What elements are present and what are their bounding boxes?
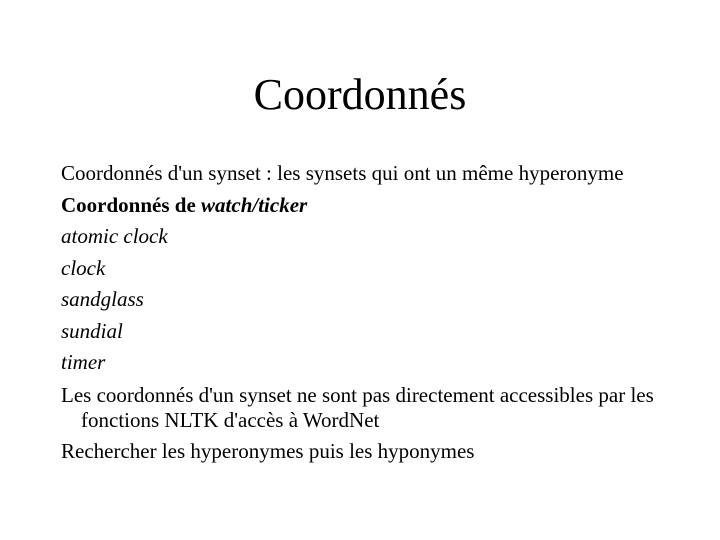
slide-body xyxy=(61,158,671,467)
list-item: atomic clock xyxy=(61,224,168,248)
body-line-coordinates-heading xyxy=(61,190,671,222)
list-item: sundial xyxy=(61,318,123,343)
slide-title: Coordonnés xyxy=(253,70,467,119)
coordinates-heading-term: watch/ticker xyxy=(201,192,308,217)
coordinates-heading-label: Coordonnés de xyxy=(61,192,202,217)
list-item: timer xyxy=(61,350,106,374)
body-line-method: Rechercher les hyperonymes puis les hyponymes xyxy=(61,438,475,463)
body-line-definition: Coordonnés d'un synset : les synsets qui ont un même hyperonyme xyxy=(61,161,624,185)
list-item: sandglass xyxy=(61,287,144,311)
list-item: clock xyxy=(61,255,106,280)
body-line-accessibility-note: Les coordonnés d'un synset ne sont pas directement accessibles par les fonctions NLTK d'accès à WordNet xyxy=(61,382,654,432)
